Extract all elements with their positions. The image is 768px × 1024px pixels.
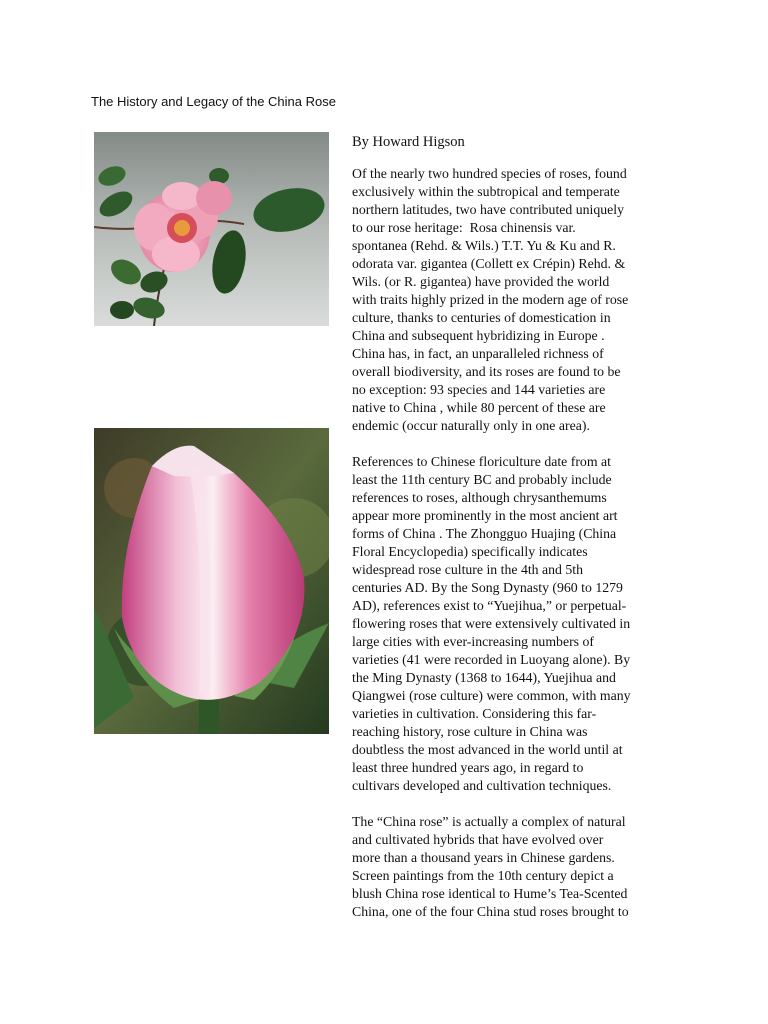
text-line: flowering roses that were extensively cultivated in	[352, 616, 631, 631]
text-line: least the 11th century BC and probably include	[352, 472, 612, 487]
paragraph	[352, 165, 664, 435]
text-line: native to China , while 80 percent of these are	[352, 400, 606, 415]
text-line: Qiangwei (rose culture) were common, with many	[352, 688, 631, 703]
text-line: The “China rose” is actually a complex of natural	[352, 814, 626, 829]
text-line: endemic (occur naturally only in one area).	[352, 418, 590, 433]
text-line: the Ming Dynasty (1368 to 1644), Yuejihua and	[352, 670, 616, 685]
text-line: China and subsequent hybridizing in Europe .	[352, 328, 605, 343]
page-title: The History and Legacy of the China Rose	[91, 94, 336, 109]
text-line: more than a thousand years in Chinese gardens.	[352, 850, 615, 865]
text-line: large cities with ever-increasing numbers of	[352, 634, 594, 649]
pink-rose-flower-photo	[94, 132, 329, 326]
text-line: widespread rose culture in the 4th and 5th	[352, 562, 584, 577]
text-line: Floral Encyclopedia) specifically indicates	[352, 544, 588, 559]
rose-bud-photo	[94, 428, 329, 734]
byline: By Howard Higson	[352, 134, 465, 150]
text-line: overall biodiversity, and its roses are found to be	[352, 364, 621, 379]
text-line: Screen paintings from the 10th century depict a	[352, 868, 614, 883]
text-line: doubtless the most advanced in the world until at	[352, 742, 623, 757]
text-line: appear more prominently in the most ancient art	[352, 508, 618, 523]
text-line: AD), references exist to “Yuejihua,” or perpetual-	[352, 598, 627, 613]
text-line: with traits highly prized in the modern age of rose	[352, 292, 629, 307]
text-line: odorata var. gigantea (Collett ex Crépin) Rehd. &	[352, 256, 626, 271]
text-line: cultivars developed and cultivation techniques.	[352, 778, 612, 793]
text-line: and cultivated hybrids that have evolved over	[352, 832, 604, 847]
text-line: no exception: 93 species and 144 varieties are	[352, 382, 606, 397]
text-line: northern latitudes, two have contributed uniquely	[352, 202, 625, 217]
text-line: varieties (41 were recorded in Luoyang alone). By	[352, 652, 631, 667]
text-line: China, one of the four China stud roses brought to	[352, 904, 629, 919]
pink-rose-flower-icon	[94, 132, 329, 326]
text-line: varieties in cultivation. Considering this far-	[352, 706, 597, 721]
text-line: China has, in fact, an unparalleled richness of	[352, 346, 604, 361]
text-line: References to Chinese floriculture date from at	[352, 454, 611, 469]
text-line: Of the nearly two hundred species of roses, found	[352, 166, 627, 181]
text-line: Wils. (or R. gigantea) have provided the world	[352, 274, 610, 289]
text-line: references to roses, although chrysanthemums	[352, 490, 607, 505]
text-line: to our rose heritage: Rosa chinensis var.	[352, 220, 576, 235]
text-line: forms of China . The Zhongguo Huajing (China	[352, 526, 617, 541]
paragraph	[352, 813, 664, 921]
text-line: least three hundred years ago, in regard to	[352, 760, 584, 775]
text-line: blush China rose identical to Hume’s Tea-Scented	[352, 886, 628, 901]
paragraph	[352, 453, 664, 795]
article-body	[352, 165, 664, 921]
text-line: reaching history, rose culture in China was	[352, 724, 588, 739]
text-line: centuries AD. By the Song Dynasty (960 to 1279	[352, 580, 623, 595]
text-line: exclusively within the subtropical and temperate	[352, 184, 620, 199]
rose-bud-icon	[94, 428, 329, 734]
text-line: culture, thanks to centuries of domestication in	[352, 310, 611, 325]
text-line: spontanea (Rehd. & Wils.) T.T. Yu & Ku and R.	[352, 238, 616, 253]
